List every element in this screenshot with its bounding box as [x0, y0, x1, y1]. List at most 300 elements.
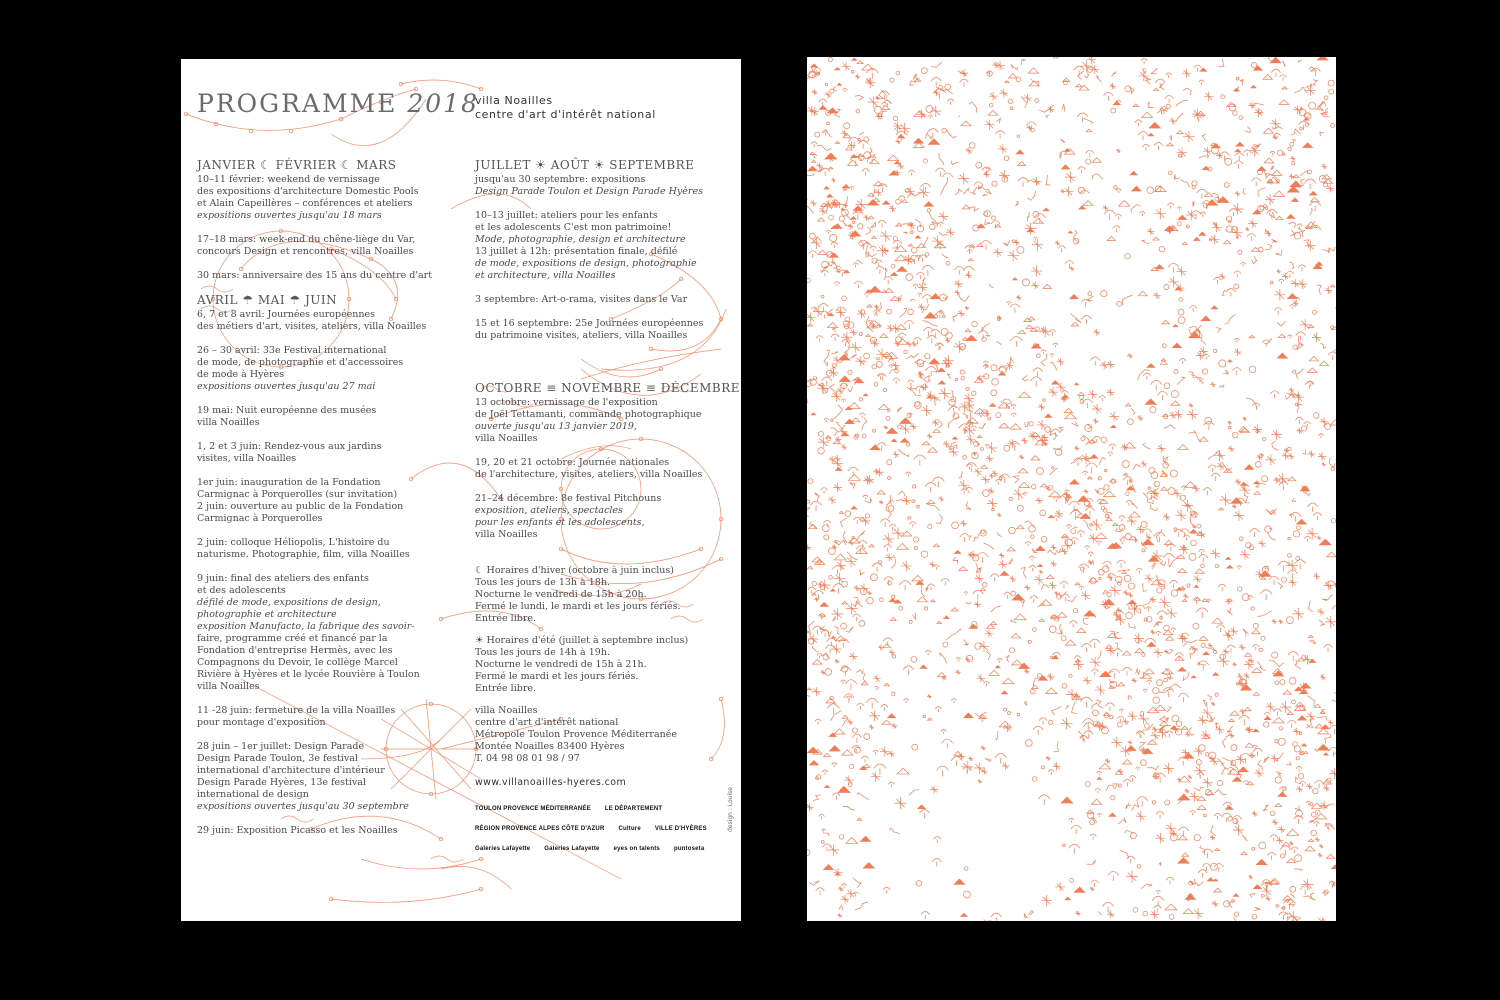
scribble-mark: [1236, 142, 1244, 146]
scribble-mark: [998, 402, 1009, 408]
scribble-mark: [975, 574, 984, 583]
scribble-mark: [964, 592, 968, 596]
scribble-mark: [827, 122, 830, 125]
sponsor-logos: [475, 803, 727, 855]
scribble-mark: [1215, 848, 1220, 850]
scribble-mark: [1028, 317, 1035, 320]
scribble-mark: [1308, 325, 1313, 328]
scribble-mark: [1320, 132, 1324, 136]
scribble-mark: [953, 557, 958, 563]
scribble-mark: [1332, 605, 1336, 614]
scribble-mark: [833, 793, 840, 800]
scribble-mark: [1065, 640, 1075, 645]
scribble-mark: [1325, 616, 1336, 628]
scribble-mark: [840, 518, 847, 527]
scribble-mark: [1310, 191, 1317, 195]
scribble-mark: [1272, 619, 1277, 624]
scribble-mark: [1097, 499, 1104, 505]
scribble-mark: [1046, 175, 1050, 185]
scribble-mark: [1087, 476, 1092, 478]
scribble-mark: [1215, 197, 1219, 201]
event-line: 2 juin: ouverture au public de la Fondation: [197, 501, 404, 512]
scribble-mark: [1065, 490, 1069, 494]
scribble-mark: [1049, 582, 1057, 590]
scribble-mark: [995, 61, 1004, 70]
scribble-mark: [989, 474, 994, 479]
scribble-mark: [821, 829, 825, 833]
event-line: exposition, ateliers, spectacles: [475, 505, 623, 516]
scribble-mark: [831, 419, 833, 421]
scribble-mark: [1124, 575, 1131, 582]
scribble-mark: [1097, 777, 1102, 779]
scribble-mark: [851, 354, 857, 358]
scribble-mark: [1073, 230, 1077, 243]
scribble-mark: [978, 331, 988, 339]
scribble-mark: [1149, 497, 1157, 504]
scribble-mark: [1320, 674, 1326, 680]
event-entry: [475, 397, 731, 445]
scribble-mark: [1108, 452, 1113, 456]
scribble-mark: [958, 116, 959, 118]
scribble-mark: [964, 867, 968, 871]
scribble-mark: [1266, 455, 1277, 466]
scribble-mark: [825, 83, 827, 85]
scribble-mark: [853, 892, 858, 897]
scribble-mark: [888, 782, 894, 787]
scribble-mark: [807, 688, 811, 690]
scribble-mark: [830, 384, 838, 396]
scribble-mark: [1266, 231, 1272, 237]
scribble-mark: [984, 410, 991, 417]
scribble-mark: [1033, 628, 1037, 632]
scribble-mark: [829, 733, 836, 737]
scribble-mark: [914, 455, 926, 465]
scribble-mark: [863, 495, 868, 500]
event-line: Rivière à Hyères et le lycée Rouvière à Toulon: [197, 669, 420, 680]
scribble-mark: [1026, 325, 1033, 329]
scribble-mark: [1295, 855, 1302, 862]
scribble-mark: [1297, 224, 1302, 229]
scribble-mark: [1156, 890, 1161, 894]
scribble-mark: [1279, 100, 1289, 105]
scribble-mark: [1062, 683, 1067, 688]
scribble-mark: [855, 902, 868, 910]
scribble-mark: [1102, 902, 1113, 912]
scribble-mark: [999, 553, 1004, 558]
event-line: 15 et 16 septembre: 25e Journées européennes: [475, 318, 704, 329]
scribble-mark: [988, 110, 997, 115]
scribble-mark: [1083, 435, 1089, 446]
scribble-mark: [1165, 425, 1176, 429]
scribble-mark: [913, 284, 918, 289]
info-line: ☀ Horaires d'été (juillet à septembre inclus): [475, 635, 689, 646]
scribble-mark: [839, 216, 844, 221]
scribble-mark: [1028, 431, 1037, 440]
scribble-mark: [951, 756, 962, 765]
scribble-mark: [910, 231, 913, 234]
scribble-mark: [1271, 239, 1276, 242]
scribble-mark: [967, 250, 972, 254]
scribble-mark: [1138, 132, 1148, 141]
scribble-mark: [1309, 356, 1318, 361]
scribble-mark: [852, 728, 857, 733]
scribble-mark: [1017, 713, 1020, 716]
scribble-mark: [1273, 709, 1281, 716]
scribble-mark: [1202, 849, 1212, 858]
scribble-mark: [1278, 561, 1290, 571]
scribble-mark: [883, 201, 890, 205]
scribble-mark: [821, 168, 830, 176]
scribble-mark: [1142, 112, 1153, 117]
scribble-mark: [825, 785, 830, 787]
scribble-mark: [1189, 306, 1196, 313]
scribble-mark: [811, 142, 817, 148]
scribble-mark: [1036, 468, 1043, 475]
scribble-mark: [880, 747, 890, 757]
scribble-mark: [848, 540, 854, 546]
scribble-mark: [883, 533, 894, 544]
event-entry: [197, 234, 465, 258]
scribble-mark: [1304, 422, 1311, 428]
scribble-mark: [1196, 434, 1201, 442]
scribble-mark: [903, 666, 913, 675]
event-line: 13 octobre: vernissage de l'exposition: [475, 397, 658, 408]
scribble-mark: [1193, 787, 1203, 790]
scribble-mark: [1142, 653, 1146, 657]
scribble-mark: [834, 282, 840, 287]
scribble-mark: [1309, 839, 1314, 842]
scribble-mark: [843, 88, 847, 92]
scribble-mark: [1224, 240, 1231, 244]
scribble-mark: [1065, 897, 1071, 900]
scribble-mark: [926, 503, 940, 510]
scribble-mark: [912, 500, 915, 503]
scribble-mark: [1009, 648, 1014, 653]
scribble-mark: [842, 601, 847, 604]
scribble-mark: [1225, 314, 1236, 324]
scribble-mark: [1059, 624, 1061, 635]
scribble-mark: [1147, 228, 1154, 235]
scribble-mark: [1310, 198, 1318, 202]
scribble-mark: [1045, 427, 1051, 433]
scribble-mark: [925, 383, 928, 390]
event-entry: [197, 441, 465, 465]
scribble-mark: [1018, 330, 1025, 334]
scribble-mark: [858, 141, 867, 149]
scribble-mark: [1245, 227, 1249, 231]
scribble-mark: [834, 659, 839, 664]
scribble-mark: [1030, 596, 1038, 603]
scribble-mark: [1052, 429, 1060, 436]
scribble-mark: [1235, 191, 1240, 196]
scribble-mark: [1178, 794, 1190, 800]
scribble-mark: [915, 236, 920, 239]
scribble-mark: [977, 376, 982, 381]
scribble-mark: [1012, 660, 1022, 665]
scribble-mark: [928, 524, 932, 528]
scribble-mark: [1272, 819, 1279, 826]
scribble-mark: [964, 891, 971, 898]
scribble-mark: [1203, 147, 1212, 156]
scribble-mark: [1208, 643, 1213, 648]
scribble-mark: [1286, 271, 1294, 278]
scribble-mark: [1143, 443, 1151, 449]
scribble-mark: [911, 656, 917, 662]
scribble-mark: [834, 455, 841, 462]
scribble-mark: [1189, 553, 1196, 560]
scribble-mark: [1085, 546, 1090, 550]
scribble-mark: [1308, 503, 1318, 512]
scribble-mark: [1122, 667, 1131, 675]
scribble-mark: [891, 555, 896, 568]
scribble-mark: [1164, 625, 1170, 631]
scribble-mark: [1233, 917, 1238, 921]
scribble-mark: [1266, 210, 1277, 219]
scribble-mark: [923, 320, 938, 326]
scribble-mark: [1066, 525, 1071, 529]
info-line: Fermé le mardi et les jours fériés.: [475, 671, 639, 682]
scribble-mark: [1048, 720, 1052, 724]
event-line: visites, villa Noailles: [197, 453, 297, 464]
scribble-mark: [986, 455, 994, 463]
scribble-mark: [1090, 887, 1095, 892]
scribble-mark: [954, 280, 963, 289]
scribble-mark: [1192, 181, 1197, 186]
scribble-mark: [1011, 633, 1020, 637]
scribble-mark: [1286, 617, 1293, 624]
event-line: 30 mars: anniversaire des 15 ans du centre d'art: [197, 270, 433, 281]
scribble-mark: [1128, 695, 1132, 700]
scribble-mark: [927, 433, 932, 438]
scribble-mark: [963, 455, 967, 459]
scribble-mark: [988, 417, 991, 420]
info-line: Tous les jours de 14h à 19h.: [475, 647, 610, 658]
scribble-mark: [1140, 760, 1146, 766]
scribble-mark: [1197, 524, 1201, 528]
scribble-mark: [866, 252, 877, 258]
scribble-mark: [1254, 108, 1263, 117]
scribble-mark: [1210, 382, 1216, 388]
scribble-mark: [831, 428, 838, 436]
scribble-mark: [892, 451, 899, 458]
scribble-mark: [998, 144, 1007, 153]
scribble-mark: [1090, 357, 1100, 366]
scribble-mark: [849, 483, 854, 489]
scribble-mark: [1293, 531, 1299, 537]
scribble-mark: [869, 710, 880, 721]
event-line: et Alain Capeillères – conférences et ateliers: [197, 198, 413, 209]
scribble-mark: [1109, 412, 1119, 422]
scribble-mark: [1180, 495, 1185, 500]
scribble-mark: [1071, 538, 1079, 545]
scribble-mark: [1143, 911, 1148, 916]
scribble-mark: [932, 477, 944, 487]
scribble-mark: [1228, 817, 1232, 821]
scribble-mark: [863, 394, 867, 396]
scribble-mark: [879, 500, 883, 504]
scribble-mark: [853, 263, 858, 267]
scribble-mark: [1006, 362, 1014, 370]
scribble-mark: [1079, 206, 1086, 209]
event-line: exposition Manufacto, la fabrique des savoir-: [197, 621, 415, 632]
scribble-mark: [1320, 343, 1326, 348]
scribble-mark: [813, 626, 823, 634]
scribble-mark: [1303, 655, 1313, 665]
scribble-mark: [849, 652, 857, 660]
scribble-mark: [1190, 810, 1196, 815]
scribble-mark: [1164, 285, 1169, 290]
scribble-mark: [996, 413, 1001, 418]
scribble-mark: [1038, 676, 1047, 681]
scribble-mark: [1118, 683, 1125, 686]
scribble-mark: [1244, 653, 1251, 657]
scribble-mark: [1173, 489, 1181, 497]
website-link[interactable]: www.villanoailles-hyeres.com: [475, 777, 627, 788]
scribble-mark: [1029, 422, 1033, 426]
scribble-mark: [909, 170, 915, 175]
scribble-mark: [1071, 322, 1078, 326]
scribble-mark: [893, 378, 900, 384]
scribble-mark: [1317, 608, 1325, 616]
scribble-mark: [991, 216, 995, 220]
scribble-mark: [819, 106, 826, 110]
scribble-mark: [807, 544, 811, 550]
scribble-mark: [1046, 756, 1051, 761]
scribble-mark: [1194, 585, 1198, 587]
scribble-mark: [1116, 149, 1120, 153]
scribble-mark: [856, 669, 863, 673]
scribble-mark: [1060, 151, 1064, 159]
scribble-mark: [886, 495, 891, 504]
scribble-mark: [1197, 189, 1208, 198]
event-line: naturisme. Photographie, film, villa Noailles: [197, 549, 410, 560]
scribble-mark: [1131, 204, 1141, 212]
scribble-mark: [1216, 327, 1221, 333]
scribble-mark: [1140, 460, 1147, 467]
scribble-mark: [1293, 175, 1299, 178]
scribble-mark: [967, 419, 974, 426]
scribble-mark: [1290, 886, 1296, 892]
scribble-mark: [960, 520, 967, 527]
scribble-mark: [1011, 413, 1016, 417]
scribble-mark: [876, 266, 885, 274]
scribble-mark: [889, 598, 896, 601]
scribble-mark: [1167, 203, 1173, 209]
scribble-mark: [1133, 908, 1138, 913]
scribble-mark: [1091, 799, 1101, 804]
scribble-mark: [1159, 246, 1164, 251]
scribble-mark: [847, 341, 853, 348]
scribble-mark: [874, 305, 879, 310]
scribble-mark: [870, 147, 873, 154]
scribble-mark: [817, 218, 824, 222]
scribble-mark: [1106, 361, 1114, 369]
scribble-mark: [1329, 458, 1335, 468]
event-line: Carmignac à Porquerolles (sur invitation): [197, 489, 398, 500]
scribble-mark: [897, 768, 909, 774]
scribble-mark: [1294, 869, 1303, 870]
scribble-mark: [1077, 113, 1088, 122]
scribble-mark: [1117, 722, 1122, 727]
scribble-mark: [831, 178, 836, 183]
scribble-mark: [892, 692, 895, 695]
scribble-mark: [816, 888, 825, 896]
scribble-mark: [1214, 888, 1222, 892]
scribble-mark: [1276, 216, 1283, 219]
scribble-mark: [1245, 126, 1250, 132]
scribble-mark: [1219, 360, 1226, 367]
scribble-mark: [835, 67, 840, 70]
scribble-mark: [821, 841, 824, 844]
scribble-mark: [1222, 738, 1226, 749]
scribble-mark: [1288, 554, 1292, 558]
scribble-mark: [1182, 69, 1191, 78]
scribble-mark: [1149, 122, 1160, 128]
info-line: Métropole Toulon Provence Méditerranée: [475, 729, 677, 740]
scribble-mark: [1326, 823, 1335, 829]
scribble-mark: [1165, 95, 1174, 103]
scribble-mark: [1038, 795, 1050, 805]
scribble-mark: [898, 450, 908, 457]
scribble-mark: [882, 105, 890, 109]
scribble-mark: [1274, 308, 1282, 315]
scribble-mark: [1130, 833, 1136, 839]
scribble-mark: [830, 89, 834, 93]
scribble-mark: [808, 479, 813, 484]
scribble-mark: [1035, 99, 1039, 103]
scribble-mark: [837, 422, 846, 428]
scribble-mark: [1147, 642, 1155, 646]
season-heading: OCTOBRE ≡ NOVEMBRE ≡ DÉCEMBRE: [475, 381, 741, 395]
scribble-mark: [1150, 505, 1157, 511]
scribble-mark: [1208, 695, 1212, 700]
scribble-mark: [1113, 523, 1118, 526]
scribble-mark: [836, 308, 846, 318]
scribble-mark: [812, 89, 818, 95]
scribble-mark: [831, 334, 839, 341]
scribble-mark: [1126, 403, 1131, 406]
scribble-mark: [916, 386, 924, 393]
scribble-mark: [1099, 458, 1105, 465]
scribble-mark: [1137, 865, 1140, 868]
scribble-mark: [1223, 370, 1229, 374]
scribble-mark: [1187, 409, 1198, 420]
scribble-mark: [1050, 656, 1053, 659]
scribble-mark: [1327, 552, 1336, 557]
scribble-mark: [1081, 60, 1092, 71]
scribble-mark: [1272, 170, 1282, 175]
scribble-mark: [898, 333, 905, 340]
scribble-mark: [859, 413, 865, 418]
sponsor-logo: LE DÉPARTEMENT: [604, 806, 663, 812]
scribble-mark: [921, 68, 927, 74]
scribble-mark: [1178, 445, 1188, 450]
scribble-mark: [1021, 60, 1026, 66]
scribble-mark: [810, 107, 819, 116]
scribble-mark: [1280, 680, 1285, 685]
scribble-mark: [1311, 812, 1316, 817]
scribble-mark: [1142, 240, 1150, 243]
scribble-mark: [1212, 618, 1222, 623]
info-line: T. 04 98 08 01 98 / 97: [475, 753, 580, 764]
event-line: 17–18 mars: week-end du chêne-liège du Var,: [197, 234, 416, 245]
scribble-mark: [1009, 558, 1013, 564]
scribble-mark: [1232, 432, 1238, 438]
scribble-mark: [844, 775, 853, 784]
scribble-mark: [1234, 510, 1245, 521]
scribble-mark: [991, 365, 997, 371]
event-entry: [197, 270, 465, 282]
